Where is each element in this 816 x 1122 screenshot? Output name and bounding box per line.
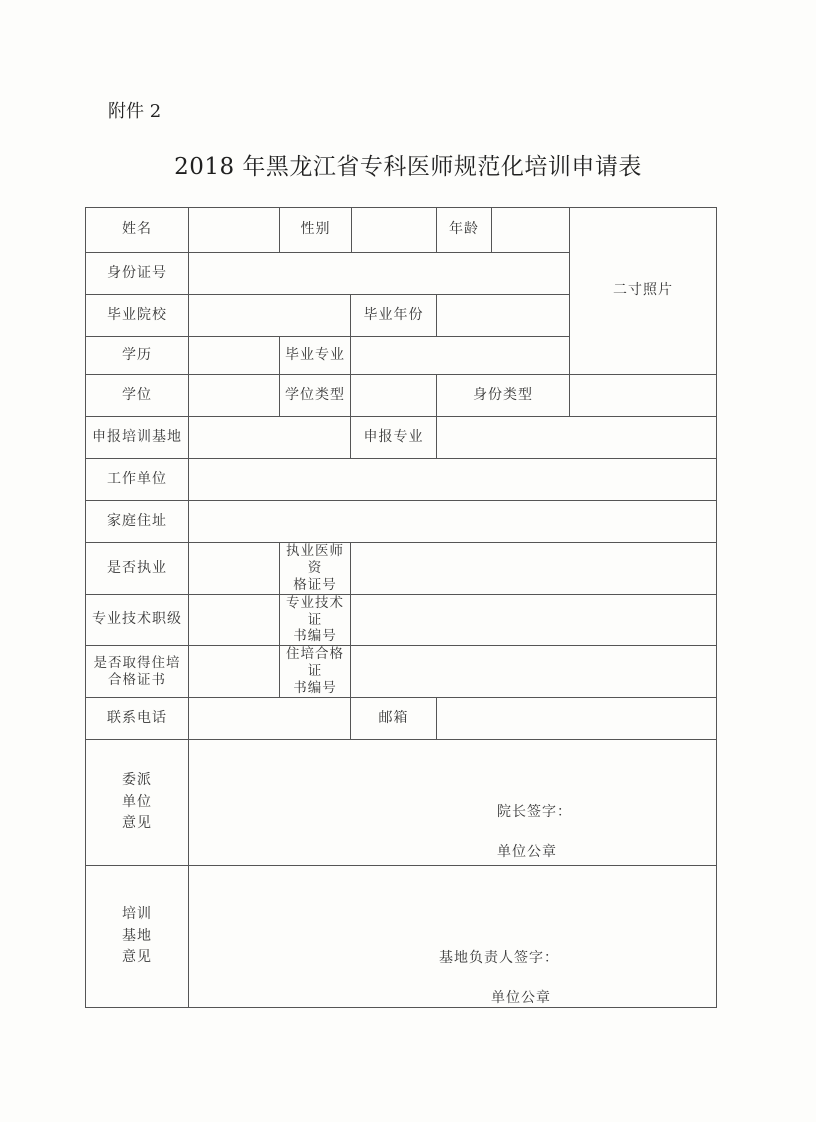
tech-cert-label-line2: 书编号 [293, 628, 337, 645]
home-address-label: 家庭住址 [86, 501, 189, 543]
row-license [86, 543, 717, 595]
form-title: 2018 年黑龙江省专科医师规范化培训申请表 [174, 154, 642, 180]
licensed-field[interactable] [189, 543, 280, 595]
row-name [86, 208, 717, 253]
gender-age-subtable [280, 208, 436, 252]
resident-cert-field[interactable] [351, 646, 717, 698]
row-degree [86, 375, 717, 417]
dispatch-opinion-label-cell [86, 739, 189, 865]
age-label: 年龄 [437, 208, 492, 252]
id-number-field[interactable] [189, 253, 570, 295]
applied-specialty-label: 申报专业 [351, 417, 437, 459]
email-field[interactable] [437, 697, 717, 739]
degree-field[interactable] [189, 375, 280, 417]
age-field[interactable] [492, 208, 570, 252]
photo-box[interactable]: 二寸照片 [570, 208, 717, 375]
row-home-address [86, 501, 717, 543]
dispatch-opinion-label [86, 770, 188, 835]
training-base-field[interactable] [189, 417, 351, 459]
gender-age-cell [280, 208, 437, 253]
degree-label: 学位 [86, 375, 189, 417]
name-field[interactable] [189, 208, 280, 253]
row-tech-title [86, 594, 717, 646]
gender-label: 性别 [280, 208, 352, 252]
gender-field[interactable] [352, 208, 437, 252]
tech-cert-field[interactable] [351, 594, 717, 646]
license-cert-label-line2: 格证号 [293, 576, 337, 593]
resident-cert-label-line2: 书编号 [293, 680, 337, 696]
tech-title-field[interactable] [189, 594, 280, 646]
age-subtable [437, 208, 569, 252]
row-dispatch-opinion [86, 739, 717, 865]
row-contact [86, 697, 717, 739]
base-label-line2: 基地 [122, 927, 152, 944]
applied-specialty-field[interactable] [437, 417, 717, 459]
home-address-field[interactable] [189, 501, 717, 543]
base-unit-seal: 单位公章 [491, 989, 551, 1006]
major-label: 毕业专业 [280, 337, 351, 375]
base-label-line3: 意见 [122, 949, 152, 966]
age-cell [437, 208, 570, 253]
row-work-unit [86, 459, 717, 501]
row-resident-cert [86, 646, 717, 698]
identity-type-label: 身份类型 [437, 375, 570, 417]
phone-field[interactable] [189, 697, 351, 739]
training-base-label: 申报培训基地 [86, 417, 189, 459]
degree-type-field[interactable] [351, 375, 437, 417]
school-field[interactable] [189, 295, 351, 337]
grad-year-field[interactable] [437, 295, 570, 337]
dispatch-opinion-field[interactable] [189, 739, 717, 865]
base-opinion-label-cell [86, 865, 189, 1007]
resident-cert-q-field[interactable] [189, 646, 280, 698]
attachment-label: 附件 2 [108, 101, 162, 122]
degree-type-label: 学位类型 [280, 375, 351, 417]
row-base-opinion [86, 865, 717, 1007]
resident-cert-q-label [86, 646, 189, 698]
dispatch-unit-seal: 单位公章 [497, 843, 557, 860]
education-label: 学历 [86, 337, 189, 375]
work-unit-label: 工作单位 [86, 459, 189, 501]
dispatch-label-line1: 委派 [122, 771, 152, 788]
resident-cert-label [280, 646, 351, 698]
id-number-label: 身份证号 [86, 253, 189, 295]
tech-cert-label-line1: 专业技术证 [286, 594, 344, 628]
grad-year-label: 毕业年份 [351, 295, 437, 337]
dispatch-label-line2: 单位 [122, 793, 152, 810]
dispatch-director-signature: 院长签字： [497, 803, 572, 820]
resident-cert-q-line1: 是否取得住培 [93, 654, 181, 671]
phone-label: 联系电话 [86, 697, 189, 739]
application-form-table [85, 207, 717, 1008]
row-training-base [86, 417, 717, 459]
name-label: 姓名 [86, 208, 189, 253]
licensed-label: 是否执业 [86, 543, 189, 595]
license-cert-label-line1: 执业医师资 [286, 543, 344, 576]
education-field[interactable] [189, 337, 280, 375]
tech-title-label: 专业技术职级 [86, 594, 189, 646]
base-head-signature: 基地负责人签字： [439, 949, 559, 966]
base-opinion-field[interactable] [189, 865, 717, 1007]
base-opinion-label [86, 904, 188, 969]
email-label: 邮箱 [351, 697, 437, 739]
major-field[interactable] [351, 337, 570, 375]
resident-cert-label-line1: 住培合格证 [286, 646, 344, 680]
resident-cert-q-line2: 合格证书 [108, 671, 166, 688]
work-unit-field[interactable] [189, 459, 717, 501]
school-label: 毕业院校 [86, 295, 189, 337]
license-cert-label [280, 543, 351, 595]
license-cert-field[interactable] [351, 543, 717, 595]
identity-type-field[interactable] [570, 375, 717, 417]
tech-cert-label [280, 594, 351, 646]
base-label-line1: 培训 [122, 905, 152, 922]
dispatch-label-line3: 意见 [122, 815, 152, 832]
